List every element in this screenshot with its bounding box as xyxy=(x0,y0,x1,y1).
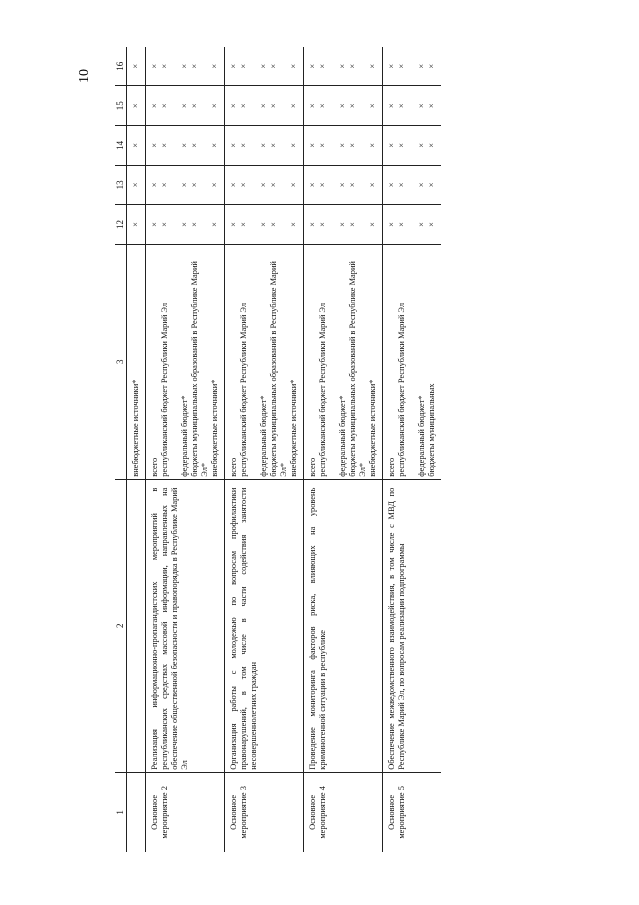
mark: × xyxy=(318,103,327,109)
mark: × xyxy=(160,182,169,188)
mark: × xyxy=(269,142,278,148)
mark: × xyxy=(190,103,199,109)
value-cell xyxy=(225,86,304,126)
mark: × xyxy=(387,222,396,227)
mark: × xyxy=(338,222,347,227)
description-cell: Проведение мониторинга факторов риска, влияющих на уровень криминогенной ситуации в республике xyxy=(304,479,383,772)
funding-source: республиканский бюджет Республики Марий Эл xyxy=(239,302,248,477)
mark: × xyxy=(397,182,406,188)
mark: × xyxy=(269,182,278,188)
mark: × xyxy=(239,63,248,69)
mark: × xyxy=(397,142,406,148)
value-cell xyxy=(146,205,225,245)
value-cell xyxy=(127,165,146,205)
measure-cell: Основное мероприятие 3 xyxy=(225,772,304,852)
value-cell xyxy=(127,86,146,126)
mark: × xyxy=(229,182,238,188)
mark: × xyxy=(239,103,248,109)
mark: × xyxy=(259,182,268,188)
value-cell xyxy=(304,165,383,205)
value-cell xyxy=(146,126,225,166)
mark: × xyxy=(397,63,406,69)
mark: × xyxy=(229,103,238,109)
mark: × xyxy=(387,142,396,148)
value-cell xyxy=(225,47,304,86)
funding-sources-cell xyxy=(127,244,146,479)
mark: × xyxy=(427,182,436,188)
measure-cell xyxy=(127,772,146,852)
mark: × xyxy=(348,63,357,69)
mark: × xyxy=(397,222,406,227)
funding-sources-cell xyxy=(304,244,383,479)
mark: × xyxy=(160,222,169,227)
mark: × xyxy=(131,63,140,69)
mark: × xyxy=(308,142,317,148)
mark: × xyxy=(318,142,327,148)
mark: × xyxy=(338,142,347,148)
mark: × xyxy=(150,182,159,188)
header-col-3: 3 xyxy=(115,244,127,479)
funding-source: внебюджетные источники* xyxy=(368,379,377,477)
program-table xyxy=(115,47,441,852)
funding-source: республиканский бюджет Республики Марий Эл xyxy=(318,302,327,477)
mark: × xyxy=(239,222,248,227)
funding-source: федеральный бюджет* xyxy=(338,395,347,477)
mark: × xyxy=(417,63,426,69)
mark: × xyxy=(150,63,159,69)
mark: × xyxy=(150,222,159,227)
mark: × xyxy=(180,182,189,188)
funding-source: федеральный бюджет* xyxy=(259,395,268,477)
mark: × xyxy=(210,222,219,227)
measure-cell: Основное мероприятие 4 xyxy=(304,772,383,852)
table-row xyxy=(127,47,146,852)
mark: × xyxy=(180,63,189,69)
value-cell xyxy=(146,47,225,86)
header-row xyxy=(115,47,127,852)
mark: × xyxy=(160,142,169,148)
mark: × xyxy=(289,63,298,69)
mark: × xyxy=(269,103,278,109)
mark: × xyxy=(427,103,436,109)
mark: × xyxy=(308,103,317,109)
header-col-12: 12 xyxy=(115,205,127,245)
mark: × xyxy=(131,142,140,148)
value-cell xyxy=(225,165,304,205)
measure-cell: Основное мероприятие 5 xyxy=(383,772,442,852)
mark: × xyxy=(190,182,199,188)
funding-source: федеральный бюджет* xyxy=(180,395,189,477)
mark: × xyxy=(368,182,377,188)
mark: × xyxy=(417,222,426,227)
mark: × xyxy=(229,63,238,69)
table-row xyxy=(225,47,304,852)
funding-source: бюджеты муниципальных образований в Республике Марий Эл* xyxy=(348,261,367,477)
header-col-15: 15 xyxy=(115,86,127,126)
mark: × xyxy=(160,103,169,109)
funding-source: федеральный бюджет* xyxy=(417,395,426,477)
mark: × xyxy=(368,142,377,148)
mark: × xyxy=(259,142,268,148)
mark: × xyxy=(308,222,317,227)
mark: × xyxy=(180,222,189,227)
mark: × xyxy=(427,63,436,69)
mark: × xyxy=(289,182,298,188)
mark: × xyxy=(210,182,219,188)
funding-source: внебюджетные источники* xyxy=(131,379,140,477)
funding-source: всего xyxy=(387,457,396,477)
mark: × xyxy=(318,63,327,69)
mark: × xyxy=(190,63,199,69)
mark: × xyxy=(131,103,140,109)
mark: × xyxy=(417,142,426,148)
mark: × xyxy=(239,142,248,148)
measure-cell: Основное мероприятие 2 xyxy=(146,772,225,852)
mark: × xyxy=(368,63,377,69)
value-cell xyxy=(225,205,304,245)
mark: × xyxy=(387,182,396,188)
mark: × xyxy=(131,182,140,188)
value-cell xyxy=(383,126,442,166)
table-body xyxy=(127,47,442,852)
mark: × xyxy=(160,63,169,69)
table-row xyxy=(304,47,383,852)
funding-source: республиканский бюджет Республики Марий Эл xyxy=(160,302,169,477)
value-cell xyxy=(127,47,146,86)
value-cell xyxy=(304,205,383,245)
funding-source: республиканский бюджет Республики Марий Эл xyxy=(397,302,406,477)
value-cell xyxy=(383,205,442,245)
page-number: 10 xyxy=(77,69,92,83)
mark: × xyxy=(427,222,436,227)
funding-source: бюджеты муниципальных xyxy=(427,383,436,477)
mark: × xyxy=(259,103,268,109)
mark: × xyxy=(368,103,377,109)
mark: × xyxy=(229,222,238,227)
mark: × xyxy=(308,63,317,69)
funding-source: всего xyxy=(229,457,238,477)
value-cell xyxy=(127,205,146,245)
mark: × xyxy=(318,182,327,188)
value-cell xyxy=(383,86,442,126)
mark: × xyxy=(131,222,140,227)
mark: × xyxy=(259,222,268,227)
mark: × xyxy=(180,142,189,148)
mark: × xyxy=(338,63,347,69)
mark: × xyxy=(150,103,159,109)
funding-source: бюджеты муниципальных образований в Республике Марий Эл* xyxy=(269,261,288,477)
mark: × xyxy=(348,182,357,188)
mark: × xyxy=(397,103,406,109)
value-cell xyxy=(225,126,304,166)
table-row xyxy=(383,47,442,852)
rotated-table-sheet xyxy=(115,47,585,852)
funding-source: всего xyxy=(150,457,159,477)
description-cell: Организация работы с молодежью по вопросам профилактики правонарушений, в том числе в части содействия занятости несовершеннолетних граждан xyxy=(225,479,304,772)
header-col-1: 1 xyxy=(115,772,127,852)
mark: × xyxy=(210,63,219,69)
value-cell xyxy=(127,126,146,166)
mark: × xyxy=(387,63,396,69)
funding-sources-cell xyxy=(146,244,225,479)
mark: × xyxy=(318,222,327,227)
header-col-2: 2 xyxy=(115,479,127,772)
mark: × xyxy=(427,142,436,148)
value-cell xyxy=(146,165,225,205)
mark: × xyxy=(269,222,278,227)
mark: × xyxy=(348,142,357,148)
description-cell: Реализация информационно-пропагандистских мероприятий в республиканских средствах массовой информации, направленных на обеспечение общественной безопасности и правопорядка в Республике Марий Эл xyxy=(146,479,225,772)
mark: × xyxy=(338,103,347,109)
value-cell xyxy=(304,86,383,126)
funding-sources-cell xyxy=(225,244,304,479)
mark: × xyxy=(190,222,199,227)
description-cell: Обеспечение межведомственного взаимодействия, в том числе с МВД по Республике Марий Эл, по вопросам реализации подпрограммы xyxy=(383,479,442,772)
mark: × xyxy=(348,222,357,227)
mark: × xyxy=(150,142,159,148)
mark: × xyxy=(190,142,199,148)
mark: × xyxy=(289,103,298,109)
header-col-13: 13 xyxy=(115,165,127,205)
mark: × xyxy=(289,222,298,227)
header-col-16: 16 xyxy=(115,47,127,86)
funding-sources-cell xyxy=(383,244,442,479)
mark: × xyxy=(417,103,426,109)
value-cell xyxy=(383,47,442,86)
value-cell xyxy=(383,165,442,205)
mark: × xyxy=(338,182,347,188)
header-col-14: 14 xyxy=(115,126,127,166)
mark: × xyxy=(180,103,189,109)
mark: × xyxy=(269,63,278,69)
value-cell xyxy=(304,47,383,86)
mark: × xyxy=(210,142,219,148)
mark: × xyxy=(348,103,357,109)
table-row xyxy=(146,47,225,852)
mark: × xyxy=(308,182,317,188)
mark: × xyxy=(368,222,377,227)
mark: × xyxy=(229,142,238,148)
funding-source: бюджеты муниципальных образований в Республике Марий Эл* xyxy=(190,261,209,477)
value-cell xyxy=(304,126,383,166)
mark: × xyxy=(259,63,268,69)
funding-source: внебюджетные источники* xyxy=(210,379,219,477)
mark: × xyxy=(210,103,219,109)
description-cell xyxy=(127,479,146,772)
value-cell xyxy=(146,86,225,126)
funding-source: всего xyxy=(308,457,317,477)
mark: × xyxy=(417,182,426,188)
funding-source: внебюджетные источники* xyxy=(289,379,298,477)
mark: × xyxy=(387,103,396,109)
mark: × xyxy=(289,142,298,148)
mark: × xyxy=(239,182,248,188)
